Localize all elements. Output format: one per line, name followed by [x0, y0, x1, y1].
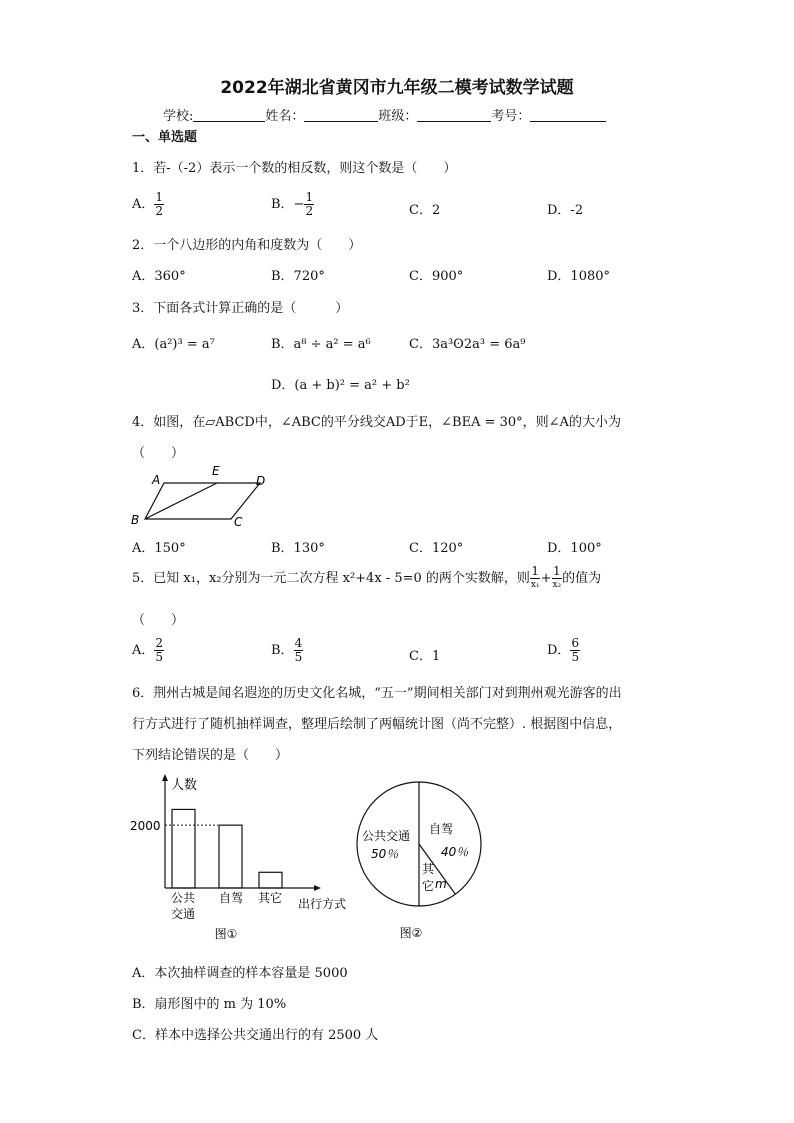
q1-option-b-label: B． — [271, 197, 294, 212]
q5-option-a[interactable] — [132, 637, 164, 664]
name-blank[interactable] — [304, 109, 378, 122]
q6-option-b[interactable]: B．扇形图中的 m 为 10% — [132, 997, 287, 1012]
parallelogram-abcd — [145, 483, 260, 519]
q6-option-c[interactable]: C．样本中选择公共交通出行的有 2500 人 — [132, 1028, 379, 1043]
fraction-denominator: 5 — [294, 650, 303, 664]
y-axis-label: 人数 — [171, 778, 198, 793]
exam-number-label: 考号： — [491, 109, 531, 124]
parallelogram-figure — [128, 462, 278, 532]
q1-option-a-fraction — [154, 191, 164, 218]
y-tick-label-2000: 2000 — [130, 819, 161, 833]
fraction-denominator: 2 — [305, 204, 314, 218]
question-4-stem-paren: （ ） — [132, 446, 185, 461]
fraction-denominator: x₁ — [530, 580, 540, 590]
question-6-line-2: 行方式进行了随机抽样调查，整理后绘制了两幅统计图（尚不完整）. 根据图中信息， — [132, 717, 622, 732]
chart-caption-figure-1: 图① — [214, 927, 238, 941]
q5-option-a-fraction — [154, 637, 164, 664]
q3-option-d[interactable]: D．(a + b)² = a² + b² — [271, 378, 410, 393]
q1-option-c[interactable]: C．2 — [409, 203, 441, 218]
y-axis-arrow — [162, 774, 168, 781]
bisector-be — [145, 483, 217, 519]
question-5-stem — [132, 565, 601, 592]
fraction-numerator: 1 — [305, 190, 314, 204]
bar-chart-figure-1 — [128, 770, 368, 945]
fraction-numerator: 4 — [294, 636, 303, 650]
chart-caption-figure-2: 图② — [399, 926, 423, 940]
q5-option-d[interactable] — [547, 637, 580, 664]
fraction-denominator: 5 — [571, 650, 580, 664]
pie-value-public-transport: 50％ — [371, 847, 399, 861]
bar-public-transport — [172, 809, 195, 888]
q2-option-b[interactable]: B．720° — [271, 269, 325, 284]
vertex-label-a: A — [152, 473, 161, 487]
pie-label-public-transport: 公共交通 — [362, 829, 411, 843]
category-label-public-line-2: 交通 — [170, 907, 196, 921]
fraction-denominator: 5 — [155, 650, 164, 664]
fraction-numerator: 6 — [571, 636, 580, 650]
q5-option-b-fraction — [294, 637, 304, 664]
vertex-label-b: B — [131, 513, 140, 527]
pie-value-self-driving: 40％ — [441, 845, 469, 859]
q4-option-a[interactable]: A．150° — [132, 541, 186, 556]
question-1-stem: 1．若-（-2）表示一个数的相反数，则这个数是（ ） — [132, 161, 457, 176]
category-label-other: 其它 — [257, 891, 283, 905]
category-label-self-driving: 自驾 — [218, 891, 244, 905]
q4-option-d[interactable]: D．100° — [547, 541, 602, 556]
fraction-numerator: 2 — [155, 636, 164, 650]
bar-other — [259, 872, 282, 888]
vertex-label-e: E — [212, 464, 220, 478]
vertex-label-d: D — [256, 474, 266, 488]
bar-self-driving — [219, 825, 242, 888]
q3-option-a[interactable]: A．(a²)³ = a⁷ — [132, 337, 215, 352]
q5-fraction-2 — [551, 565, 562, 592]
section-heading: 一、单选题 — [132, 130, 198, 145]
pie-value-other: m — [435, 877, 447, 891]
fraction-denominator: x₂ — [552, 580, 562, 590]
question-2-stem: 2．一个八边形的内角和度数为（ ） — [132, 238, 362, 253]
pie-label-self-driving: 自驾 — [429, 822, 454, 836]
page-title: 2022年湖北省黄冈市九年级二模考试数学试题 — [220, 78, 574, 98]
q1-option-a[interactable] — [132, 191, 164, 218]
x-axis-label: 出行方式 — [298, 897, 347, 911]
q5-option-b-label: B． — [271, 643, 294, 658]
q2-option-a[interactable]: A．360° — [132, 269, 186, 284]
name-label: 姓名： — [265, 109, 305, 124]
q1-option-b-fraction — [304, 191, 314, 218]
q1-option-a-label: A． — [132, 197, 155, 212]
fraction-numerator: 1 — [155, 190, 164, 204]
school-blank[interactable] — [193, 109, 265, 122]
q4-option-c[interactable]: C．120° — [409, 541, 464, 556]
q5-option-b[interactable] — [271, 637, 303, 664]
question-6-line-3: 下列结论错误的是（ ） — [132, 748, 289, 763]
school-label: 学校: — [163, 109, 194, 124]
q5-option-d-label: D． — [547, 643, 571, 658]
question-4-stem: 4．如图，在▱ABCD中，∠ABC的平分线交AD于E，∠BEA = 30°，则∠A的大小为 — [132, 415, 621, 430]
q2-option-c[interactable]: C．900° — [409, 269, 464, 284]
fraction-denominator: 2 — [155, 204, 164, 218]
q4-option-b[interactable]: B．130° — [271, 541, 325, 556]
fraction-numerator: 1 — [531, 564, 540, 578]
pie-chart-figure-2 — [352, 780, 482, 945]
q5-fraction-1 — [530, 565, 541, 592]
q5-option-d-fraction — [570, 637, 580, 664]
q3-option-b[interactable]: B．a⁸ ÷ a² = a⁶ — [271, 337, 371, 352]
category-label-public-line-1: 公共 — [170, 891, 196, 905]
question-3-stem: 3．下面各式计算正确的是（ ） — [132, 301, 349, 316]
question-5-stem-paren: （ ） — [132, 613, 185, 628]
minus-sign: − — [293, 197, 305, 212]
class-blank[interactable] — [417, 109, 491, 122]
q5-option-c[interactable]: C．1 — [409, 649, 441, 664]
student-info-line — [163, 105, 606, 124]
q5-option-a-label: A． — [132, 643, 155, 658]
q3-option-c[interactable]: C．3a³ʘ2a³ = 6a⁹ — [409, 337, 526, 352]
q5-stem-tail: 的值为 — [562, 571, 602, 586]
question-6-line-1: 6．荆州古城是闻名遐迩的历史文化名城，“五一”期间相关部门对到荆州观光游客的出 — [132, 686, 622, 701]
pie-label-other-line-1: 其 — [422, 862, 435, 876]
q2-option-d[interactable]: D．1080° — [547, 269, 611, 284]
x-axis-arrow — [314, 885, 321, 891]
plus-sign: + — [540, 571, 552, 586]
q1-option-d[interactable]: D．-2 — [547, 203, 584, 218]
q5-stem-text: 5．已知 x₁，x₂分别为一元二次方程 x²+4x - 5=0 的两个实数解，则 — [132, 571, 530, 586]
pie-label-other-line-2: 它 — [422, 879, 435, 893]
class-label: 班级： — [378, 109, 418, 124]
q1-option-b[interactable] — [271, 191, 314, 218]
exam-number-blank[interactable] — [530, 109, 606, 122]
vertex-label-c: C — [234, 515, 243, 529]
q6-option-a[interactable]: A．本次抽样调查的样本容量是 5000 — [132, 966, 348, 981]
fraction-numerator: 1 — [553, 564, 561, 578]
